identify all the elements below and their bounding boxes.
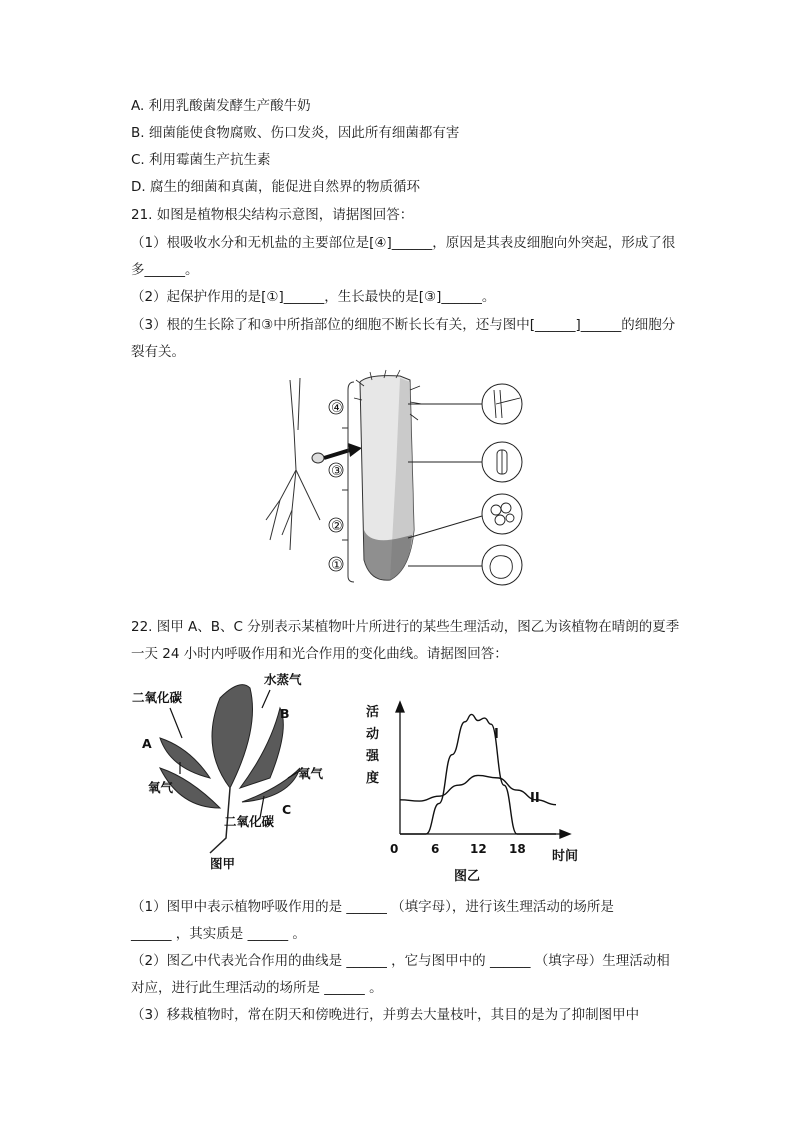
q22-part1-line1: （1）图甲中表示植物呼吸作用的是 ______ （填字母），进行该生理活动的场所是 — [131, 899, 614, 915]
label-o2-right: 氧气 — [298, 766, 324, 781]
cell-detail-meristem — [482, 494, 522, 534]
q21-stem: 21. 如图是植物根尖结构示意图，请据图回答： — [131, 207, 414, 223]
q22-part1-line2: ______ ，其实质是 ______ 。 — [131, 926, 306, 942]
option-b: B. 细菌能使食物腐败、伤口发炎，因此所有细菌都有害 — [131, 125, 460, 141]
x-tick-label-18: 18 — [509, 842, 526, 856]
option-d: D. 腐生的细菌和真菌，能促进自然界的物质循环 — [131, 179, 420, 195]
label-o2-left: 氧气 — [148, 780, 174, 795]
label-water-vapor: 水蒸气 — [264, 672, 302, 687]
q21-part2: （2）起保护作用的是[①]______，生长最快的是[③]______。 — [131, 289, 496, 305]
leaf-top — [212, 685, 253, 788]
x-tick-label-0: 0 — [390, 842, 399, 856]
caption-jia: 图甲 — [210, 856, 236, 871]
x-axis-arrow — [560, 830, 570, 838]
ylabel-char-3: 强 — [366, 749, 380, 764]
series-label-i: I — [494, 727, 499, 742]
label-a: A — [142, 736, 152, 751]
q22-part2-line1: （2）图乙中代表光合作用的曲线是 ______ ，它与图甲中的 ______ （填字母）生理活动相 — [131, 953, 670, 969]
zone-bracket — [342, 382, 354, 582]
q21-part3-line2: 裂有关。 — [131, 344, 185, 360]
x-tick-label-6: 6 — [431, 842, 440, 856]
q21-part1-line2: 多______。 — [131, 262, 199, 278]
series-label-ii: II — [530, 791, 540, 806]
label-co2-top: 二氧化碳 — [132, 690, 183, 705]
root-tip-figure — [260, 370, 540, 590]
option-c: C. 利用霉菌生产抗生素 — [131, 152, 271, 168]
figure-jia-leaf — [130, 668, 360, 878]
root-body — [354, 370, 422, 580]
seedling-illustration — [266, 378, 324, 550]
label-b: B — [280, 706, 290, 721]
xlabel: 时间 — [552, 849, 579, 864]
pointer-arrow — [324, 443, 362, 458]
zone-label-1: ① — [331, 558, 343, 573]
q22-part2-line2: 对应，进行此生理活动的场所是 ______ 。 — [131, 980, 383, 996]
cell-detail-root-cap — [482, 545, 522, 585]
q21-part3-line1: （3）根的生长除了和③中所指部位的细胞不断长长有关，还与图中[______]______的细胞分 — [131, 317, 676, 333]
y-axis-arrow — [396, 702, 404, 712]
q22-stem-line1: 22. 图甲 A、B、C 分别表示某植物叶片所进行的某些生理活动，图乙为该植物在晴朗的夏季 — [131, 619, 680, 635]
ylabel-char-4: 度 — [366, 771, 380, 786]
q22-part3: （3）移栽植物时，常在阴天和傍晚进行，并剪去大量枝叶，其目的是为了抑制图甲中 — [131, 1007, 640, 1023]
figure-yi-chart — [360, 700, 600, 885]
zone-label-2: ② — [331, 519, 343, 534]
label-c: C — [282, 802, 292, 817]
q21-part1-line1: （1）根吸收水分和无机盐的主要部位是[④]______，原因是其表皮细胞向外突起，形成了很 — [131, 235, 676, 251]
caption-yi: 图乙 — [454, 869, 481, 884]
zone-label-4: ④ — [331, 401, 343, 416]
q22-stem-line2: 一天 24 小时内呼吸作用和光合作用的变化曲线。请据图回答： — [131, 646, 508, 662]
ylabel-char-2: 动 — [366, 727, 380, 742]
zone-label-3: ③ — [331, 464, 343, 479]
series-line-i — [400, 714, 556, 834]
x-tick-label-12: 12 — [470, 842, 487, 856]
label-co2-bottom: 二氧化碳 — [224, 814, 275, 829]
ylabel-char-1: 活 — [366, 705, 380, 720]
option-a: A. 利用乳酸菌发酵生产酸牛奶 — [131, 98, 311, 114]
